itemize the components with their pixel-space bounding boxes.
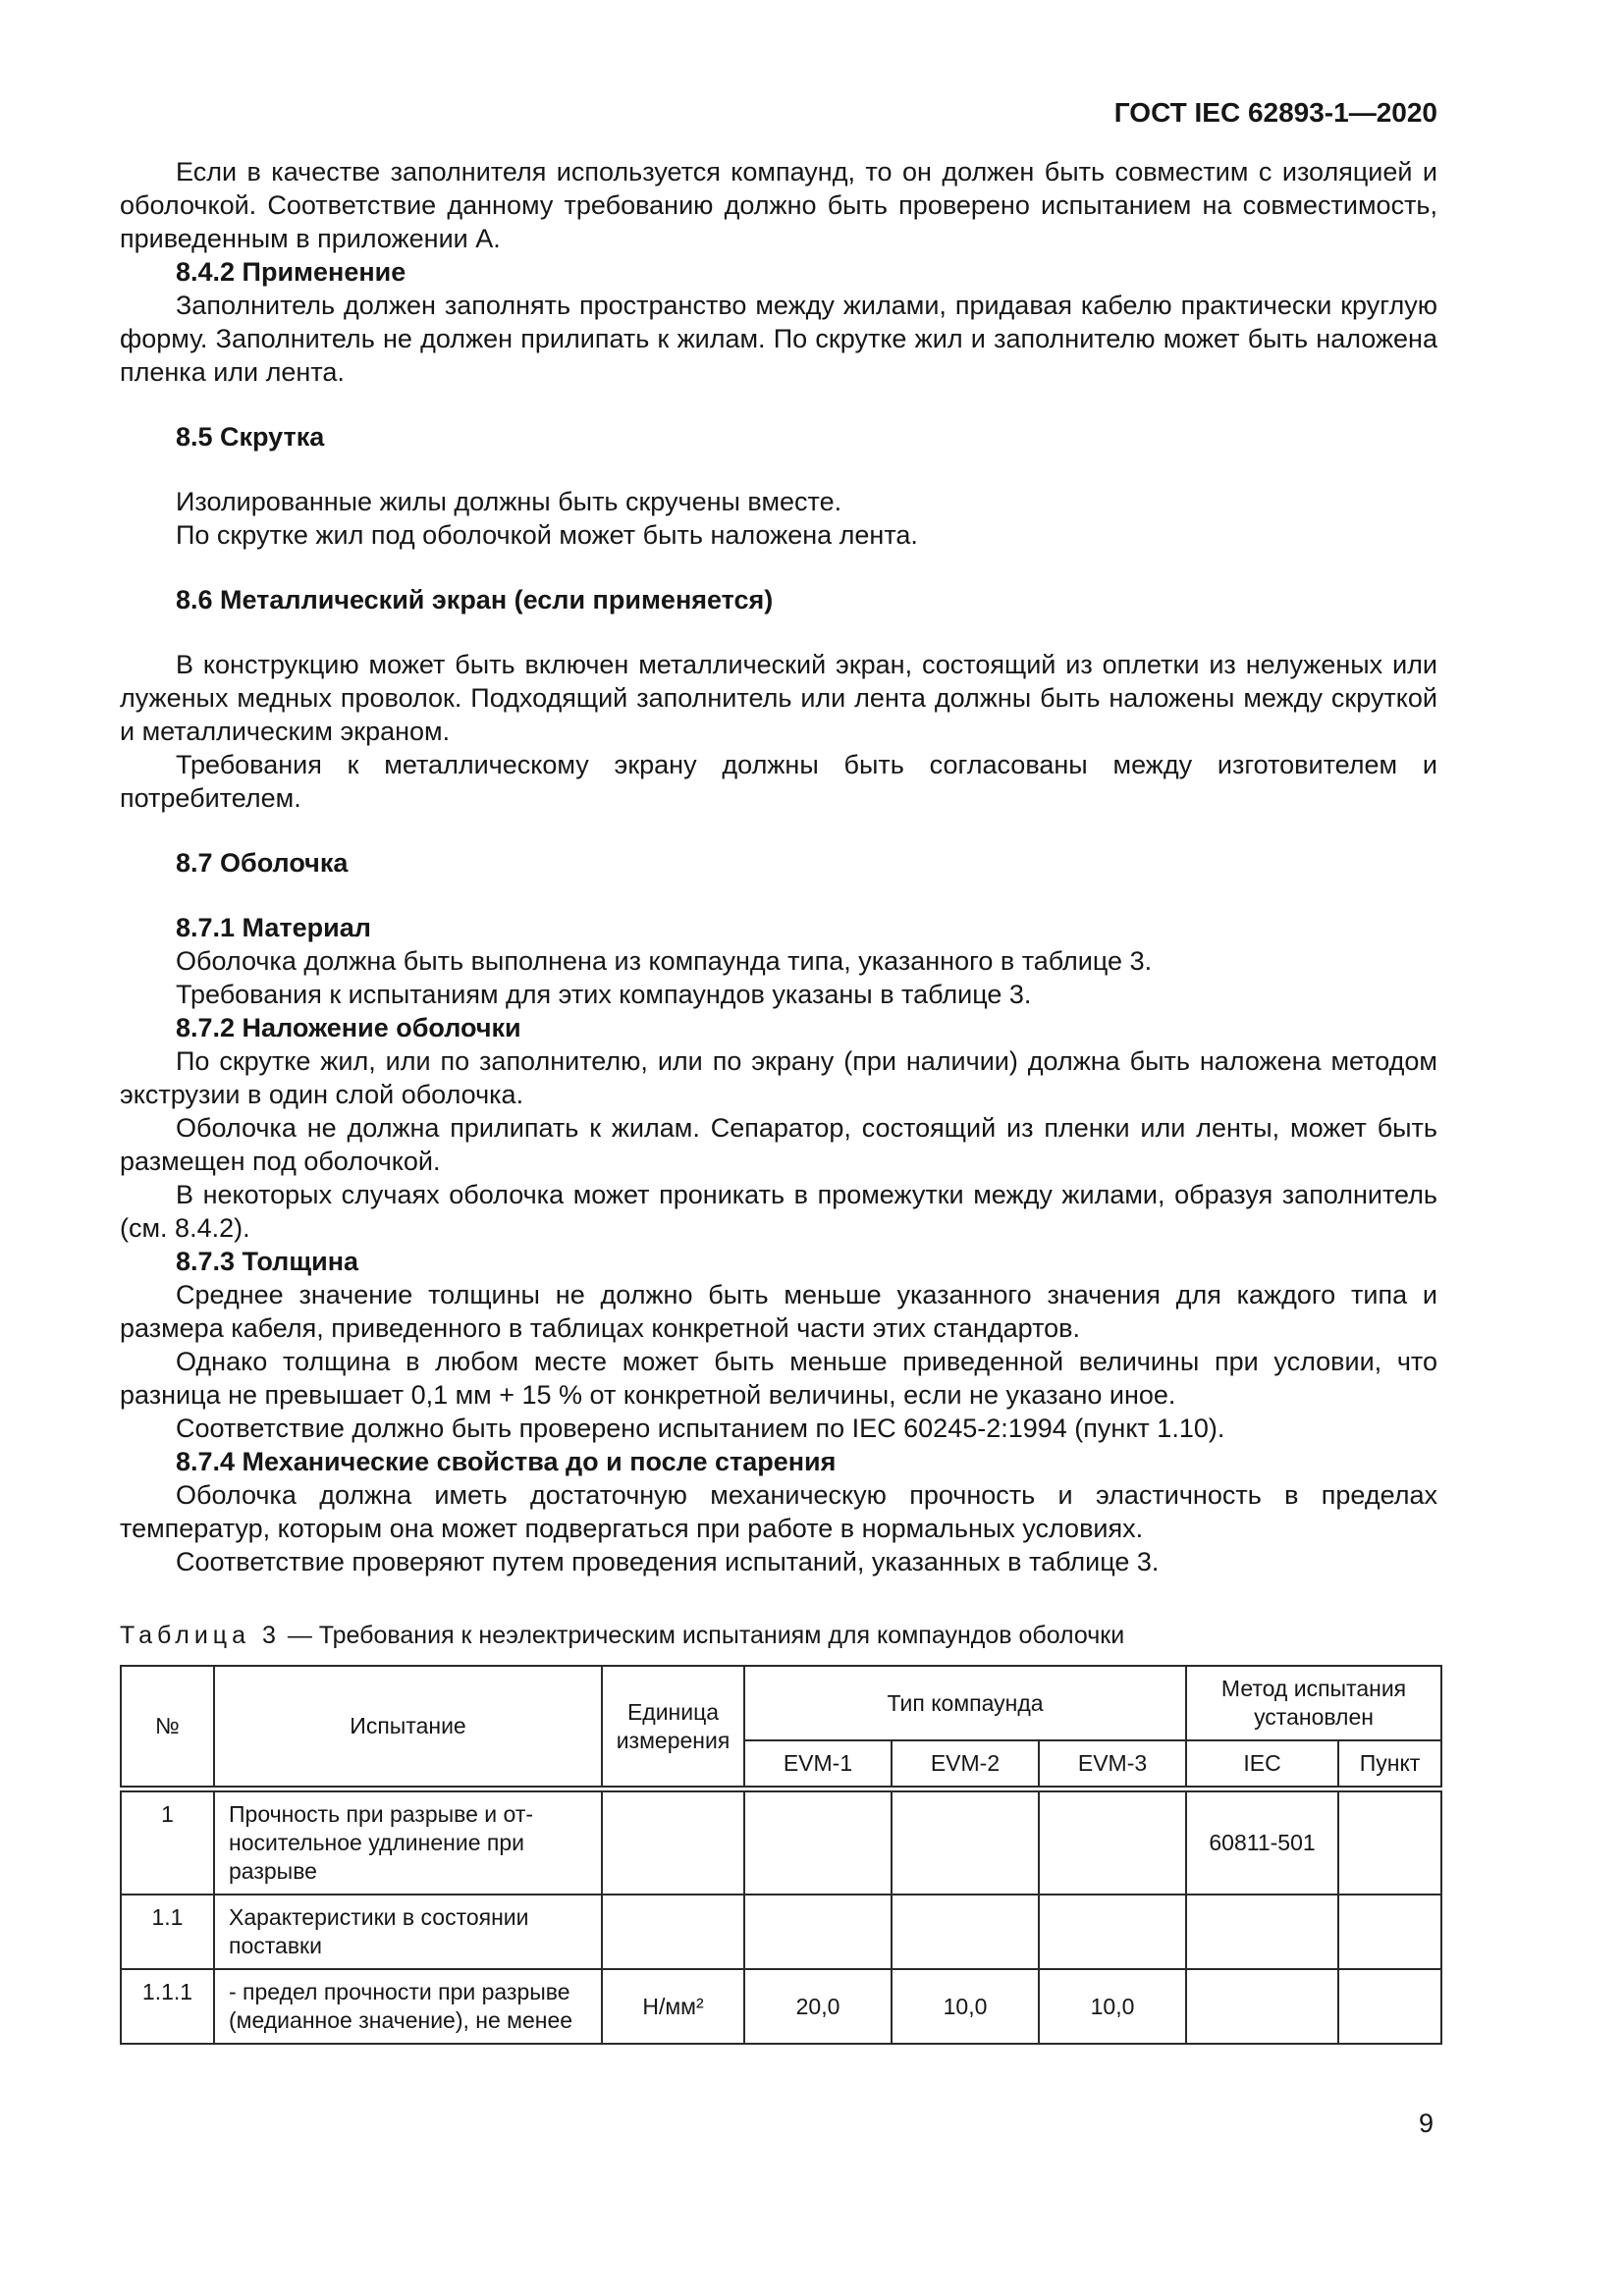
paragraph: Соответствие должно быть проверено испытанием по IEC 60245-2:1994 (пункт 1.10).: [176, 1414, 1225, 1443]
cell-iec: 60811-501: [1186, 1789, 1338, 1896]
cell-unit: [602, 1789, 744, 1896]
col-header-test: Испытание: [214, 1666, 602, 1789]
col-header-iec: IEC: [1186, 1740, 1338, 1789]
table-row: [121, 1969, 1441, 2044]
col-header-unit: Единица измерения: [602, 1666, 744, 1789]
col-header-clause: Пункт: [1338, 1740, 1441, 1789]
paragraph: Соответствие проверяют путем проведения испытаний, указанных в таблице 3.: [176, 1547, 1160, 1576]
document-code-header: ГОСТ IEC 62893-1—2020: [1113, 97, 1437, 128]
col-header-evm1: EVM-1: [744, 1740, 892, 1789]
cell-number: 1.1: [121, 1895, 214, 1969]
table-caption-text: — Требования к неэлектрическим испытаниям для компаундов оболочки: [287, 1622, 1125, 1649]
cell-evm3: [1039, 1895, 1186, 1969]
table-caption-label: Таблица 3: [120, 1622, 281, 1649]
table-3-sheath-compound-tests: [120, 1665, 1442, 2045]
paragraph: Изолированные жилы должны быть скручены вместе.: [176, 487, 842, 516]
paragraph: В конструкцию может быть включен металлический экран, состоящий из оплетки из нелуженых или луженых медных проволок. Подходящий заполнитель или лента должны быть наложены между скруткой и металлическим экраном.: [120, 650, 1437, 746]
cell-number: 1: [121, 1789, 214, 1896]
cell-iec: [1186, 1969, 1338, 2044]
heading-8-7-3: 8.7.3 Толщина: [176, 1247, 359, 1276]
table-header-row-top: [121, 1666, 1441, 1740]
paragraph: Оболочка должна иметь достаточную механическую прочность и эластичность в пределах температур, которым она может подвергаться при работе в нормальных условиях.: [120, 1480, 1437, 1543]
cell-clause: [1338, 1895, 1441, 1969]
paragraph: Однако толщина в любом месте может быть меньше приведенной величины при условии, что разница не превышает 0,1 мм + 15 % от конкретной величины, если не указано иное.: [120, 1347, 1437, 1410]
cell-test: Прочность при разрыве и от-носительное удлинение при разрыве: [214, 1789, 602, 1896]
heading-8-7: 8.7 Оболочка: [176, 848, 349, 878]
cell-evm2: [892, 1789, 1039, 1896]
col-header-test-method: Метод испытания установлен: [1186, 1666, 1441, 1740]
heading-8-7-2: 8.7.2 Наложение оболочки: [176, 1013, 521, 1042]
cell-test: - предел прочности при разрыве (медианное значение), не менее: [214, 1969, 602, 2044]
cell-evm1: [744, 1895, 892, 1969]
document-content: [120, 155, 1437, 1578]
paragraph: По скрутке жил под оболочкой может быть наложена лента.: [176, 520, 918, 550]
cell-evm2: 10,0: [892, 1969, 1039, 2044]
cell-clause: [1338, 1969, 1441, 2044]
cell-test: Характеристики в состоянии поставки: [214, 1895, 602, 1969]
paragraph: По скрутке жил, или по заполнителю, или по экрану (при наличии) должна быть наложена методом экструзии в один слой оболочка.: [120, 1046, 1437, 1109]
col-header-compound-type: Тип компаунда: [744, 1666, 1186, 1740]
cell-evm3: [1039, 1789, 1186, 1896]
col-header-evm2: EVM-2: [892, 1740, 1039, 1789]
table-caption: [120, 1620, 1437, 1651]
cell-unit: Н/мм²: [602, 1969, 744, 2044]
heading-8-7-1: 8.7.1 Материал: [176, 913, 371, 942]
cell-clause: [1338, 1789, 1441, 1896]
paragraph: Требования к металлическому экрану должны быть согласованы между изготовителем и потребителем.: [120, 750, 1437, 813]
page-number: 9: [1418, 2109, 1434, 2138]
col-header-evm3: EVM-3: [1039, 1740, 1186, 1789]
paragraph: Оболочка не должна прилипать к жилам. Сепаратор, состоящий из пленки или ленты, может быть размещен под оболочкой.: [120, 1113, 1437, 1176]
cell-unit: [602, 1895, 744, 1969]
cell-evm2: [892, 1895, 1039, 1969]
heading-8-7-4: 8.7.4 Механические свойства до и после старения: [176, 1447, 837, 1476]
paragraph: Если в качестве заполнителя используется компаунд, то он должен быть совместим с изоляцией и оболочкой. Соответствие данному требованию должно быть проверено испытанием на совместимость, приведенным в приложении А.: [120, 157, 1437, 253]
table-row: [121, 1895, 1441, 1969]
col-header-number: №: [121, 1666, 214, 1789]
cell-number: 1.1.1: [121, 1969, 214, 2044]
paragraph: Среднее значение толщины не должно быть меньше указанного значения для каждого типа и размера кабеля, приведенного в таблицах конкретной части этих стандартов.: [120, 1280, 1437, 1343]
cell-evm3: 10,0: [1039, 1969, 1186, 2044]
paragraph: Заполнитель должен заполнять пространство между жилами, придавая кабелю практически круглую форму. Заполнитель не должен прилипать к жилам. По скрутке жил и заполнителю может быть наложена пленка или лента.: [120, 291, 1437, 387]
cell-evm1: 20,0: [744, 1969, 892, 2044]
paragraph: Оболочка должна быть выполнена из компаунда типа, указанного в таблице 3.: [176, 946, 1153, 976]
paragraph: В некоторых случаях оболочка может проникать в промежутки между жилами, образуя заполнитель (см. 8.4.2).: [120, 1180, 1437, 1243]
table-row: [121, 1789, 1441, 1896]
paragraph: Требования к испытаниям для этих компаундов указаны в таблице 3.: [176, 980, 1032, 1009]
heading-8-6: 8.6 Металлический экран (если применяется): [176, 585, 774, 614]
heading-8-5: 8.5 Скрутка: [176, 422, 325, 452]
heading-8-4-2: 8.4.2 Применение: [176, 257, 406, 287]
cell-iec: [1186, 1895, 1338, 1969]
cell-evm1: [744, 1789, 892, 1896]
